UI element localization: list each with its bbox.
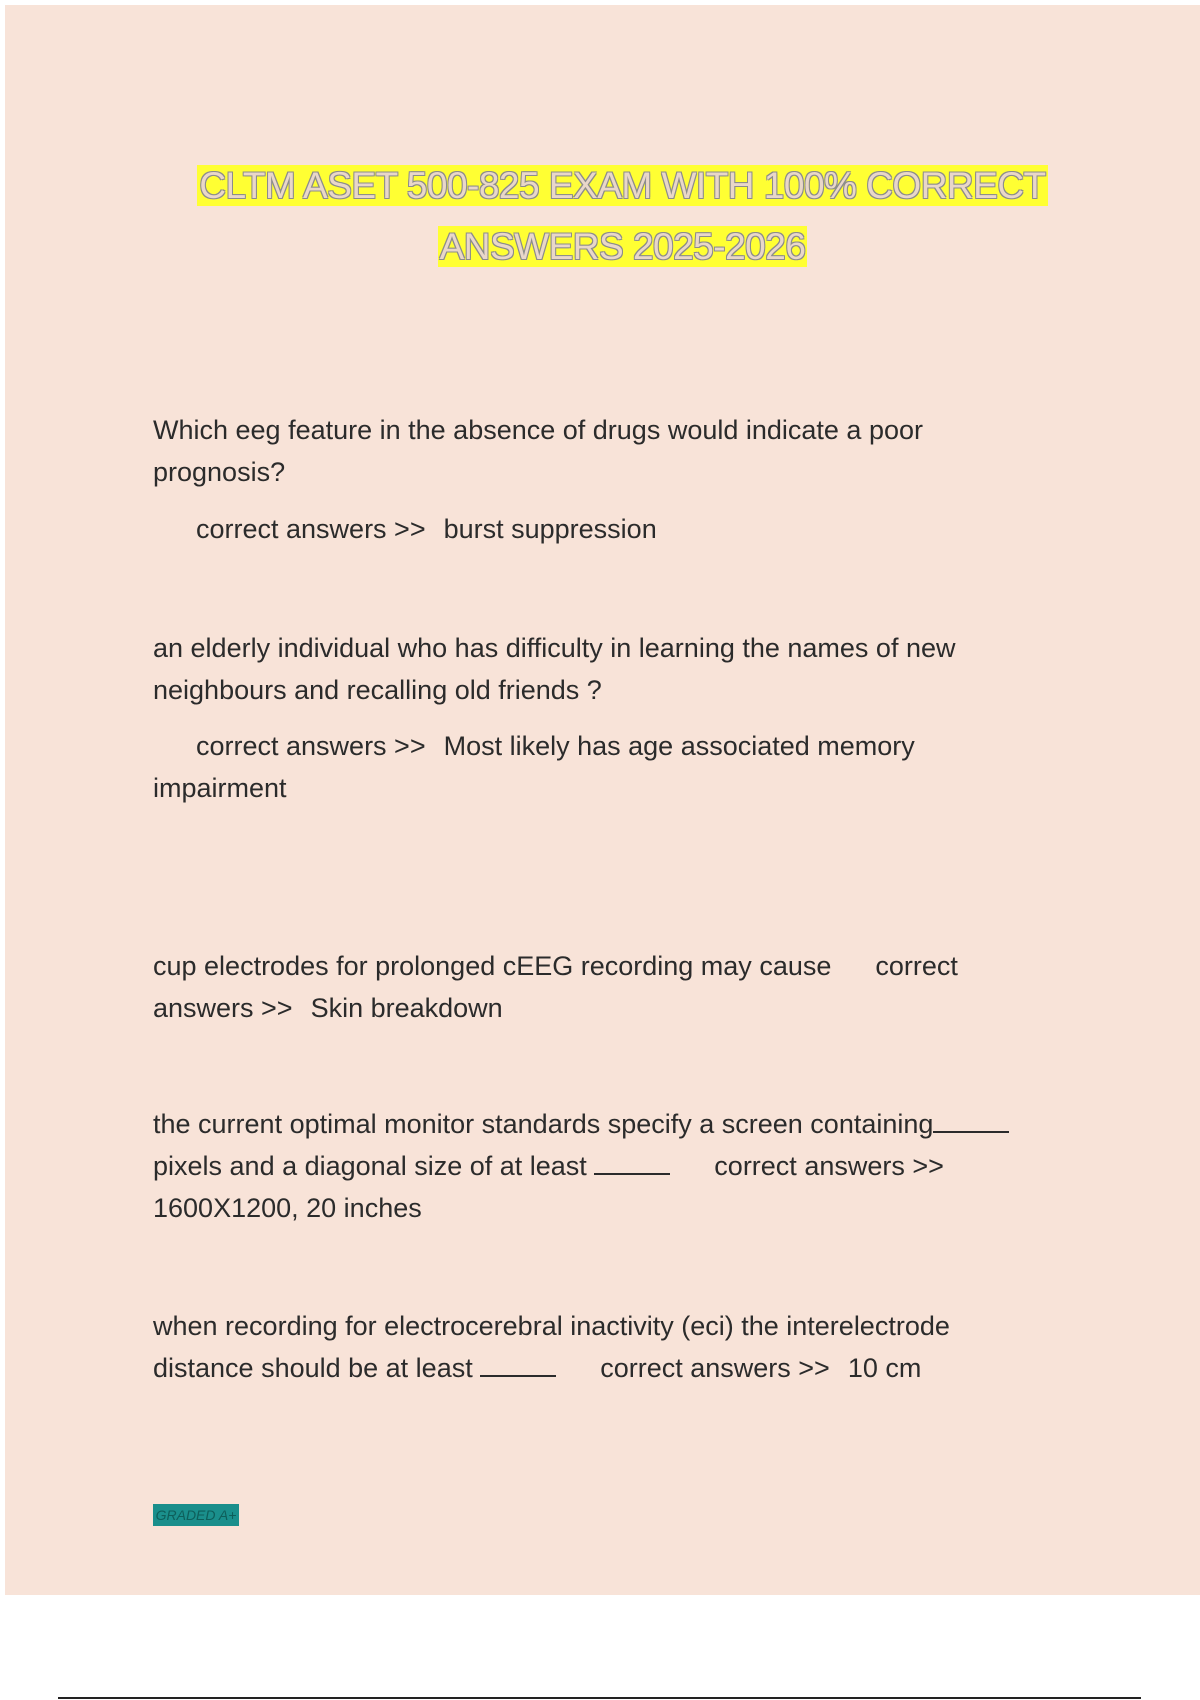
question-1-line-1: Which eeg feature in the absence of drugs would indicate a poor [153, 415, 923, 445]
answer-3-prefix-line-1: correct [875, 951, 958, 981]
answer-4-text: 1600X1200, 20 inches [153, 1193, 422, 1223]
question-1 [153, 409, 1093, 493]
footer-divider [58, 1697, 1141, 1699]
question-3-text: cup electrodes for prolonged cEEG recording may cause [153, 951, 832, 981]
title-line-2: ANSWERS 2025-2026 [439, 226, 806, 267]
question-5-line-2: distance should be at least [153, 1353, 473, 1383]
answer-3-text: Skin breakdown [310, 993, 503, 1023]
answer-1 [196, 508, 1136, 550]
answer-2-line-2: impairment [153, 773, 287, 803]
answer-3-prefix-line-2: answers >> [153, 993, 293, 1023]
question-1-line-2: prognosis? [153, 457, 286, 487]
answer-2 [153, 725, 1093, 809]
document-page [5, 5, 1200, 1595]
answer-2-prefix: correct answers >> [196, 731, 426, 761]
blank-line [933, 1109, 1009, 1133]
question-4 [153, 1103, 1113, 1229]
answer-1-prefix: correct answers >> [196, 514, 426, 544]
answer-4-prefix: correct answers >> [714, 1151, 944, 1181]
question-2-line-2: neighbours and recalling old friends ? [153, 675, 602, 705]
question-2 [153, 627, 1093, 711]
answer-1-text: burst suppression [443, 514, 657, 544]
question-5-line-1: when recording for electrocerebral inactivity (eci) the interelectrode [153, 1311, 950, 1341]
question-3 [153, 945, 1093, 1029]
graded-badge: GRADED A+ [153, 1504, 239, 1526]
question-2-line-1: an elderly individual who has difficulty in learning the names of new [153, 633, 956, 663]
question-5 [153, 1305, 1093, 1389]
answer-5-text: 10 cm [847, 1353, 922, 1383]
blank-line [594, 1151, 670, 1175]
answer-5-prefix: correct answers >> [600, 1353, 830, 1383]
question-4-line-1: the current optimal monitor standards specify a screen containing [153, 1109, 934, 1139]
question-4-line-2: pixels and a diagonal size of at least [153, 1151, 587, 1181]
title-line-1: CLTM ASET 500-825 EXAM WITH 100% CORRECT [199, 165, 1046, 206]
answer-2-line-1: Most likely has age associated memory [443, 731, 915, 761]
document-title [5, 155, 1200, 277]
blank-line [480, 1353, 556, 1377]
